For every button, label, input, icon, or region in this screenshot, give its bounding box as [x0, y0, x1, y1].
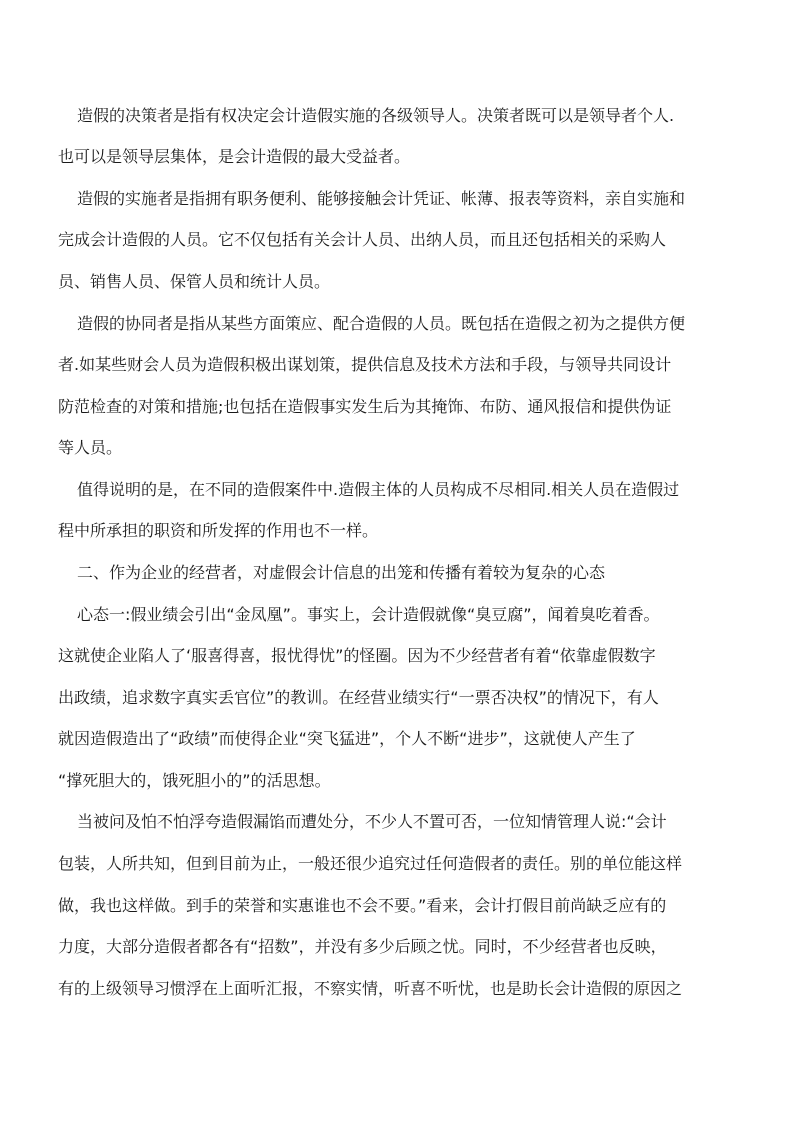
text-line: 当被问及怕不怕浮夸造假漏馅而遭处分，不少人不置可否，一位知情管理人说:“会计 [77, 812, 667, 831]
text-line: 造假的决策者是指有权决定会计造假实施的各级领导人。决策者既可以是领导者个人. [77, 106, 675, 125]
text-line: 造假的实施者是指拥有职务便利、能够接触会计凭证、帐薄、报表等资料，亲自实施和 [77, 189, 686, 208]
text-line: 者.如某些财会人员为造假积极出谋划策，提供信息及技术方法和手段，与领导共同设计 [58, 355, 672, 374]
text-line: 也可以是领导层集体，是会计造假的最大受益者。 [58, 147, 411, 166]
text-line: 这就使企业陷人了‘服喜得喜，报忧得忧”的怪圈。因为不少经营者有着“依靠虚假数字 [58, 646, 656, 665]
text-line: 包装，人所共知，但到目前为止，一般还很少追究过任何造假者的责任。别的单位能这样 [58, 854, 683, 873]
text-line: 程中所承担的职资和所发挥的作用也不一样。 [58, 521, 379, 540]
section-heading: 二、作为企业的经营者，对虚假会计信息的出笼和传播有着较为复杂的心态 [77, 563, 606, 582]
text-line: 造假的协同者是指从某些方面策应、配合造假的人员。既包括在造假之初为之提供方便 [77, 314, 686, 333]
text-line: 做，我也这样做。到手的荣誉和实惠谁也不会不要。”看来，会计打假目前尚缺乏应有的 [58, 896, 667, 915]
text-line: 完成会计造假的人员。它不仅包括有关会计人员、出纳人员，而且还包括相关的采购人 [58, 230, 667, 249]
text-line: “撑死胆大的，饿死胆小的”的活思想。 [58, 771, 331, 790]
text-line: 值得说明的是，在不同的造假案件中.造假主体的人员构成不尽相同.相关人员在造假过 [77, 480, 680, 499]
text-line: 等人员。 [58, 438, 123, 457]
text-line: 力度，大部分造假者都各有“招数”，并没有多少后顾之忧。同时，不少经营者也反映， [58, 937, 667, 956]
text-line: 出政绩，追求数字真实丢官位”的教训。在经营业绩实行“一票否决权”的情况下，有人 [58, 688, 659, 707]
text-line: 防范检查的对策和措施;也包括在造假事实发生后为其掩饰、布防、通风报信和提供伪证 [58, 397, 672, 416]
text-line: 心态一:假业绩会引出“金凤凰”。事实上，会计造假就像“臭豆腐”，闻着臭吃着香。 [77, 605, 660, 624]
text-line: 就因造假造出了“政绩”而使得企业“突飞猛进”，个人不断“进步”，这就使人产生了 [58, 729, 636, 748]
text-line: 有的上级领导习惯浮在上面听汇报，不察实情，听喜不听忧，也是助长会计造假的原因之 [58, 979, 683, 998]
text-line: 员、销售人员、保管人员和统计人员。 [58, 272, 331, 291]
